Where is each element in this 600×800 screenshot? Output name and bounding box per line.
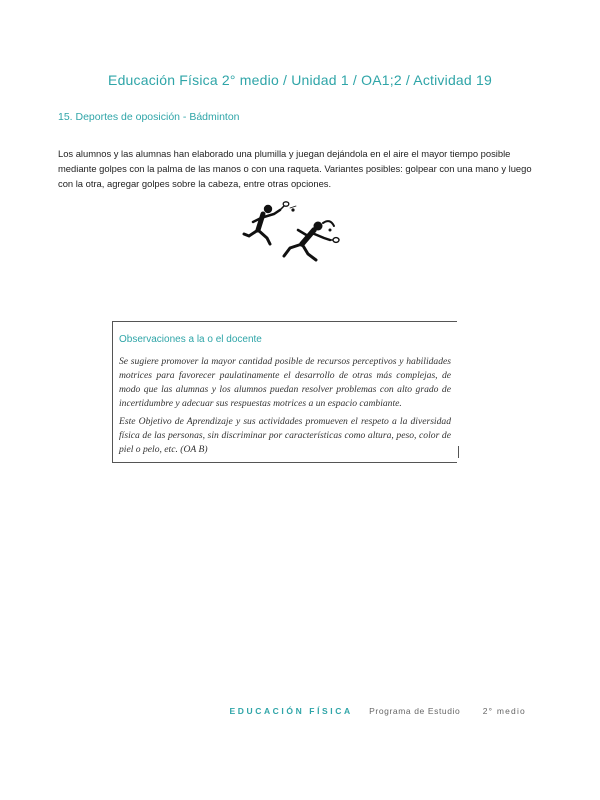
footer-subject: EDUCACIÓN FÍSICA [229,706,353,716]
teacher-notes-text [119,355,451,461]
footer-grade: 2° medio [482,706,526,716]
section-heading: 15. Deportes de oposición - Bádminton [58,111,240,123]
teacher-notes-box [112,321,457,463]
box-corner-mark [458,446,459,458]
teacher-notes-paragraph: Se sugiere promover la mayor cantidad posible de recursos perceptivos y habilidades motrices para favorecer paulatinamente el desarrollo de otras más complejas, de modo que las alumnas y los alumnos puedan resolver problemas con alto grado de incertidumbre y adecuar sus respuestas motrices a un espacio cambiante. [119,356,451,409]
page-footer [229,706,526,716]
activity-description: Los alumnos y las alumnas han elaborado una plumilla y juegan dejándola en el aire el mayor tiempo posible mediante golpes con la palma de las manos o con una raqueta. Variantes posibles: golpear con una mano y luego con la otra, agregar golpes sobre la cabeza, entre otras opciones. [58,148,532,189]
teacher-notes-paragraph: Este Objetivo de Aprendizaje y sus actividades promueven el respeto a la diversidad física de las personas, sin discriminar por características como altura, peso, color de piel o pelo, etc. (OA B) [119,416,451,455]
page-title: Educación Física 2° medio / Unidad 1 / OA1;2 / Actividad 19 [108,72,492,88]
badminton-players-icon [238,200,342,266]
teacher-notes-title: Observaciones a la o el docente [119,334,262,345]
footer-program: Programa de Estudio [369,706,461,716]
